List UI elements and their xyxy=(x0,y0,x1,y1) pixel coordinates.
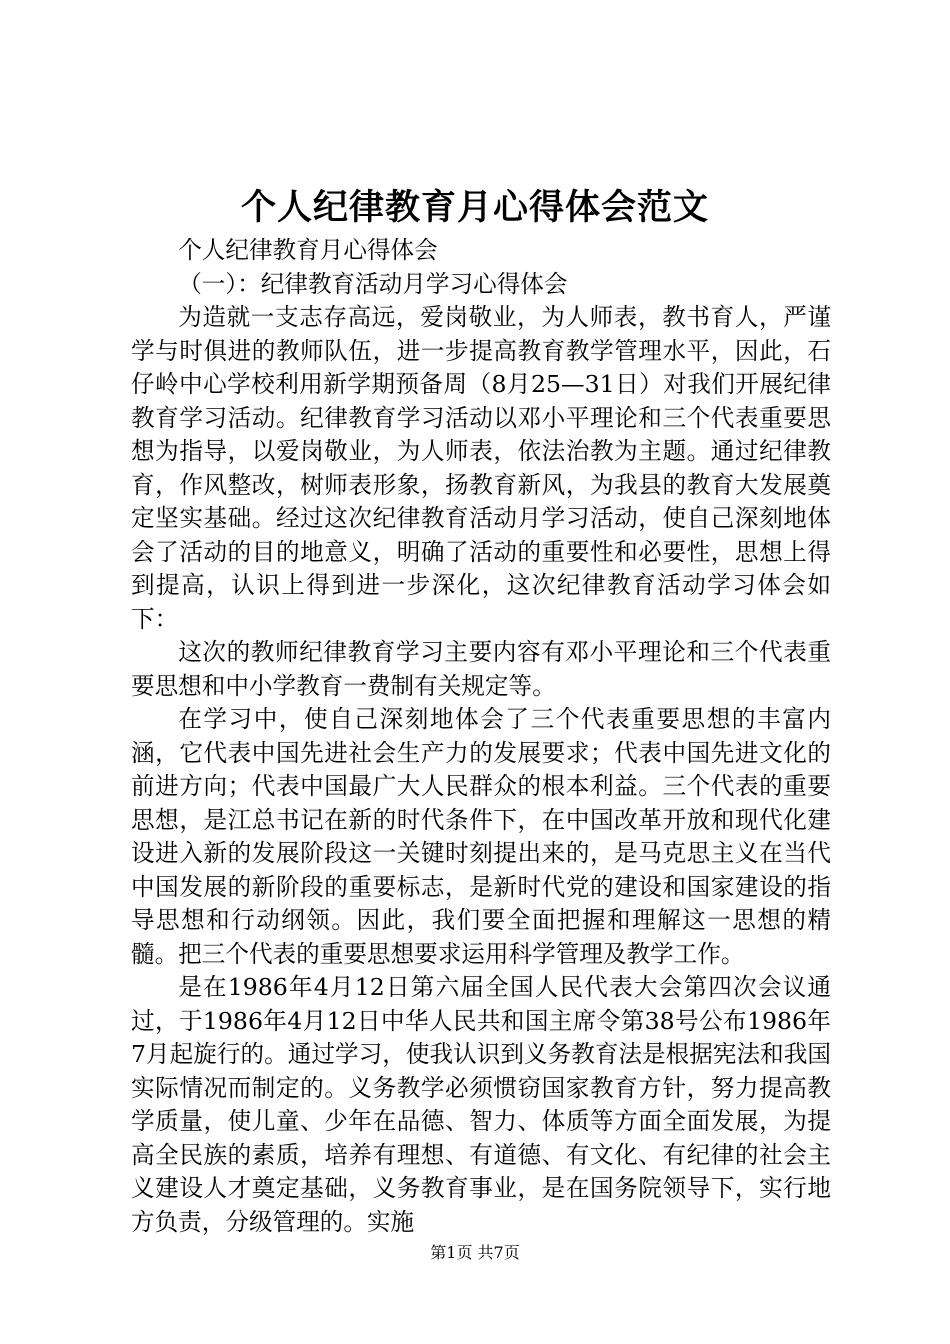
subtitle-1: 个人纪律教育月心得体会 xyxy=(178,236,438,264)
paragraph-2: 这次的教师纪律教育学习主要内容有邓小平理论和三个代表重要思想和中小学教育一费制有关规定等。 xyxy=(131,638,831,700)
page-footer: 第1页 共7页 xyxy=(430,1243,520,1262)
document-body xyxy=(131,234,831,1239)
document-title: 个人纪律教育月心得体会范文 xyxy=(240,187,709,228)
subtitle-2: （一）：纪律教育活动月学习心得体会 xyxy=(178,269,568,298)
paragraph-1: 为造就一支志存高远，爱岗敬业，为人师表，教书育人，严谨学与时俱进的教师队伍，进一步提高教育教学管理水平，因此，石仔岭中心学校利用新学期预备周（8月25—31日）对我们开展纪律教育学习活动。纪律教育学习活动以邓小平理论和三个代表重要思想为指导，以爱岗敬业，为人师表，依法治教为主题。通过纪律教育，作风整改，树师表形象，扬教育新风，为我县的教育大发展奠定坚实基础。经过这次纪律教育活动月学习活动，使自己深刻地体会了活动的目的地意义，明确了活动的重要性和必要性，思想上得到提高，认识上得到进一步深化，这次纪律教育活动学习体会如下： xyxy=(131,303,831,633)
paragraph-4: 是在1986年4月12日第六届全国人民代表大会第四次会议通过，于1986年4月12日中华人民共和国主席令第38号公布1986年7月起旋行的。通过学习，使我认识到义务教育法是根据宪法和我国实际情况而制定的。义务教学必须惯窃国家教育方针，努力提高教学质量，使儿童、少年在品德、智力、体质等方面全面发展，为提高全民族的素质，培养有理想、有道德、有文化、有纪律的社会主义建设人才奠定基础，义务教育事业，是在国务院领导下，实行地方负责，分级管理的。实施 xyxy=(131,973,831,1236)
paragraph-3: 在学习中，使自己深刻地体会了三个代表重要思想的丰富内涵，它代表中国先进社会生产力的发展要求；代表中国先进文化的前进方向；代表中国最广大人民群众的根本利益。三个代表的重要思想，是江总书记在新的时代条件下，在中国改革开放和现代化建设进入新的发展阶段这一关键时刻提出来的，是马克思主义在当代中国发展的新阶段的重要标志，是新时代党的建设和国家建设的指导思想和行动纲领。因此，我们要全面把握和理解这一思想的精髓。把三个代表的重要思想要求运用科学管理及教学工作。 xyxy=(131,705,831,968)
